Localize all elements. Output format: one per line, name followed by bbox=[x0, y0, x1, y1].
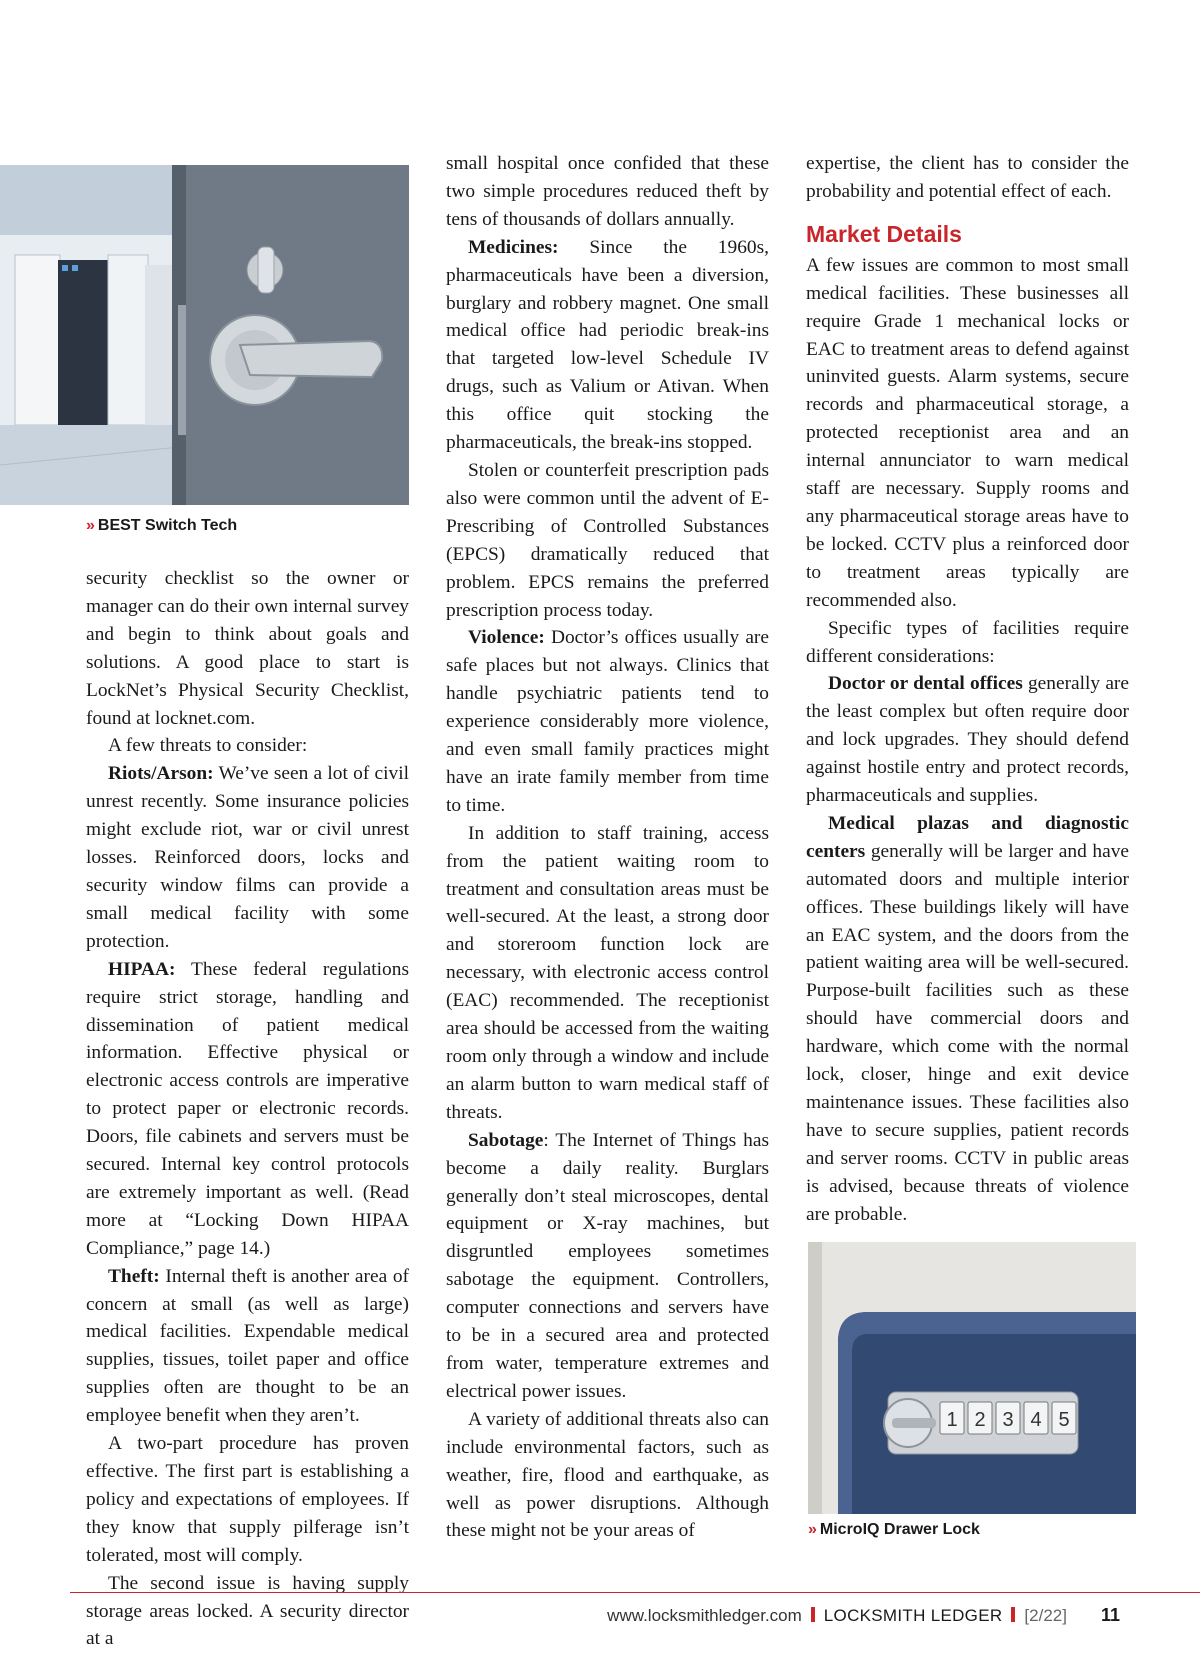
doctor-label: Doctor or dental offices bbox=[828, 673, 1023, 695]
paragraph-stolen-pads: Stolen or counterfeit prescription pads also were common until the advent of E-Prescribing of Controlled Substances (EPCS) dramatically reduced that problem. EPCS remains the preferred prescription process today. bbox=[446, 459, 769, 621]
drawer-lock-illustration bbox=[808, 1242, 1136, 1514]
keypad-digit-2: 2 bbox=[974, 1409, 986, 1431]
paragraph-two-part: A two-part procedure has proven effective. The first part is establishing a policy and expectations of employees. If they know that supply pilferage isn’t tolerated, most will comply. bbox=[86, 1433, 409, 1566]
keypad-digit-1: 1 bbox=[946, 1409, 958, 1431]
plazas-text: generally will be larger and have automated doors and multiple interior offices. These buildings likely will have an EAC system, and the doors from the patient waiting area will be well-secured. Purpose-built facilities such as these should have commercial doors and hardware, which come with the normal lock, closer, hinge and exit device maintenance issues. These facilities also have to secure supplies, patient records and server rooms. CCTV in public areas is advised, because threats of violence are probable. bbox=[806, 840, 1129, 1225]
hipaa-text: These federal regulations require strict storage, handling and dissemination of patient medical information. Effective physical or electronic access controls are imperative to protect paper or electronic records. Doors, file cabinets and servers must be secured. Internal key control protocols are extremely important as well. (Read more at “Locking Down HIPAA Compliance,” page 14.) bbox=[86, 958, 409, 1259]
section-heading-market-details: Market Details bbox=[806, 220, 962, 247]
paragraph-theft bbox=[86, 1263, 409, 1430]
hipaa-label: HIPAA: bbox=[108, 958, 176, 980]
keypad-digit-5: 5 bbox=[1058, 1409, 1070, 1431]
violence-label: Violence: bbox=[468, 627, 545, 649]
footer-separator bbox=[811, 1607, 815, 1622]
footer-divider bbox=[70, 1592, 1200, 1593]
doctor-text: generally are the least complex but often require door and lock upgrades. They should defend against hostile entry and protect records, pharmaceuticals and supplies. bbox=[806, 673, 1129, 807]
riots-text: We’ve seen a lot of civil unrest recently. Some insurance policies might exclude riot, war or civil unrest losses. Reinforced doors, locks and security window films can provide a small medical facility with some protection. bbox=[86, 763, 409, 952]
footer-separator bbox=[1011, 1607, 1015, 1622]
paragraph-medical-plazas bbox=[806, 810, 1129, 1229]
paragraph-second-issue: The second issue is having supply storage areas locked. A security director at a bbox=[86, 1572, 409, 1650]
article-column-2 bbox=[446, 150, 769, 1545]
paragraph-hospital-cont: small hospital once confided that these two simple procedures reduced theft by tens of thousands of dollars annually. bbox=[446, 153, 769, 230]
footer-url: www.locksmithledger.com bbox=[607, 1606, 802, 1625]
keypad bbox=[940, 1402, 1076, 1434]
caption-chevron-icon: » bbox=[808, 1521, 814, 1538]
drawer-lock-photo bbox=[808, 1242, 1136, 1514]
violence-text: Doctor’s offices usually are safe places but not always. Clinics that handle psychiatric patients tend to experience considerably more violence, and even small family practices might have an irate family member from time to time. bbox=[446, 627, 769, 816]
door-photo-caption-text: BEST Switch Tech bbox=[97, 517, 238, 534]
door-lever-illustration bbox=[0, 165, 409, 505]
paragraph-variety: A variety of additional threats also can include environmental factors, such as weather, fire, flood and earthquake, as well as power disruptions. Although these might not be your areas of bbox=[446, 1408, 769, 1542]
paragraph-hipaa bbox=[86, 956, 409, 1263]
paragraph-doctor-offices bbox=[806, 670, 1129, 810]
theft-label: Theft: bbox=[108, 1265, 160, 1287]
riots-label: Riots/Arson: bbox=[108, 763, 214, 785]
article-column-3 bbox=[806, 150, 1129, 1229]
drawer-photo-caption-text: MicroIQ Drawer Lock bbox=[819, 1521, 980, 1538]
paragraph-sabotage bbox=[446, 1127, 769, 1406]
medicines-label: Medicines: bbox=[468, 236, 559, 258]
page-footer bbox=[607, 1605, 1120, 1626]
paragraph-threats-intro: A few threats to consider: bbox=[108, 735, 308, 757]
paragraph-common-issues: A few issues are common to most small medical facilities. These businesses all require Grade 1 mechanical locks or EAC to treatment areas to defend against uninvited guests. Alarm systems, secure records and pharmaceutical storage, a protected receptionist area and an internal annunciator to warn medical staff are necessary. Supply rooms and any pharmaceutical storage areas have to be locked. CCTV plus a reinforced door to treatment areas typically are recommended also. bbox=[806, 254, 1129, 611]
paragraph-expertise-cont: expertise, the client has to consider the probability and potential effect of each. bbox=[806, 153, 1129, 202]
footer-magazine-name: LOCKSMITH LEDGER bbox=[823, 1606, 1003, 1625]
keypad-digit-4: 4 bbox=[1030, 1409, 1042, 1431]
paragraph-staff-training: In addition to staff training, access from the patient waiting room to treatment and consultation areas must be well-secured. At the least, a strong door and storeroom function lock are necessary, with electronic access control (EAC) recommended. The receptionist area should be accessed from the waiting room only through a window and include an alarm button to warn medical staff of threats. bbox=[446, 822, 769, 1123]
paragraph-checklist: security checklist so the owner or manager can do their own internal survey and begin to think about goals and solutions. A good place to start is LockNet’s Physical Security Checklist, found at locknet.com. bbox=[86, 568, 409, 729]
theft-text: Internal theft is another area of concern at small (as well as large) medical facilities. Expendable medical supplies, tissues, toilet paper and office supplies often are thought to be an employee benefit when they aren’t. bbox=[86, 1265, 409, 1427]
plazas-label: Medical plazas and diagnostic centers bbox=[806, 812, 1129, 862]
footer-issue: [2/22] bbox=[1024, 1606, 1067, 1625]
paragraph-riots bbox=[86, 760, 409, 955]
keypad-digit-3: 3 bbox=[1002, 1409, 1014, 1431]
caption-chevron-icon: » bbox=[86, 517, 92, 534]
page-number: 11 bbox=[1100, 1605, 1120, 1625]
door-lever-photo bbox=[0, 165, 409, 505]
article-column-1 bbox=[86, 565, 409, 1653]
paragraph-medicines bbox=[446, 234, 769, 457]
door-photo-caption bbox=[86, 517, 237, 535]
drawer-photo-caption bbox=[808, 1521, 980, 1539]
paragraph-violence bbox=[446, 624, 769, 819]
sabotage-label: Sabotage bbox=[468, 1129, 544, 1151]
sabotage-text: : The Internet of Things has become a daily reality. Burglars generally don’t steal microscopes, dental equipment or X-ray machines, but disgruntled employees sometimes sabotage the equipment. Controllers, computer connections and servers have to be in a secured area and protected from water, temperature extremes and electrical power issues. bbox=[446, 1129, 769, 1402]
medicines-text: Since the 1960s, pharmaceuticals have been a diversion, burglary and robbery magnet. One small medical office had periodic break-ins that targeted low-level Schedule IV drugs, such as Valium or Ativan. When this office quit stocking the pharmaceuticals, the break-ins stopped. bbox=[446, 236, 769, 454]
paragraph-specific-types: Specific types of facilities require different considerations: bbox=[806, 617, 1129, 667]
